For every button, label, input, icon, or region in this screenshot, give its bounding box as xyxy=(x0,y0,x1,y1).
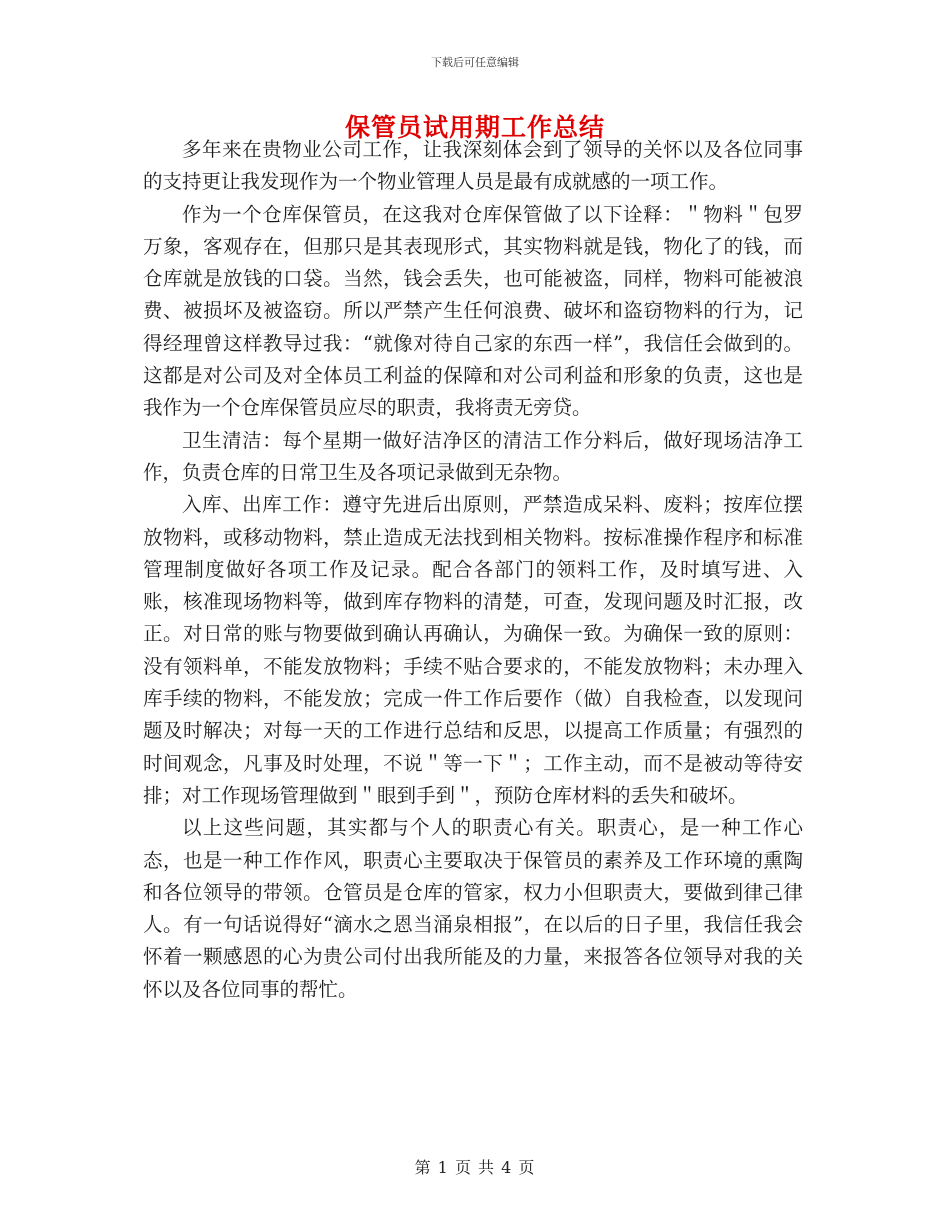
document-title: 保管员试用期工作总结 xyxy=(344,113,605,142)
paragraph-inbound-outbound: 入库、出库工作：遵守先进后出原则，严禁造成呆料、废料；按库位摆放物料，或移动物料，禁止造成无法找到相关物料。按标准操作程序和标准管理制度做好各项工作及记录。配合各部门的领料工作，及时填写进、入账，核准现场物料等，做到库存物料的清楚，可查，发现问题及时汇报，改正。对日常的账与物要做到确认再确认，为确保一致。为确保一致的原则：没有领料单，不能发放物料；手续不贴合要求的，不能发放物料；未办理入库手续的物料，不能发放；完成一件工作后要作（做）自我检查，以发现问题及时解决；对每一天的工作进行总结和反思，以提高工作质量；有强烈的时间观念，凡事及时处理，不说＂等一下＂；工作主动，而不是被动等待安排；对工作现场管理做到＂眼到手到＂，预防仓库材料的丢失和破坏。 xyxy=(143,493,803,807)
paragraph-intro: 多年来在贵物业公司工作，让我深刻体会到了领导的关怀以及各位同事的支持更让我发现作为一个物业管理人员是最有成就感的一项工作。 xyxy=(143,138,803,194)
paragraph-cleaning: 卫生清洁：每个星期一做好洁净区的清洁工作分料后，做好现场洁净工作，负责仓库的日常卫生及各项记录做到无杂物。 xyxy=(143,428,803,484)
paragraph-warehouse-role: 作为一个仓库保管员，在这我对仓库保管做了以下诠释：＂物料＂包罗万象，客观存在，但那只是其表现形式，其实物料就是钱，物化了的钱，而仓库就是放钱的口袋。当然，钱会丢失，也可能被盗，同样，物料可能被浪费、被损坏及被盗窃。所以严禁产生任何浪费、破坏和盗窃物料的行为，记得经理曾这样教导过我：“就像对待自己家的东西一样”，我信任会做到的。这都是对公司及对全体员工利益的保障和对公司利益和形象的负责，这也是我作为一个仓库保管员应尽的职责，我将责无旁贷。 xyxy=(143,202,803,420)
document-body xyxy=(143,134,803,1006)
page-header-note: 下载后可任意编辑 xyxy=(431,56,519,69)
page-number: 第 1 页 共 4 页 xyxy=(414,1158,536,1177)
paragraph-responsibility: 以上这些问题，其实都与个人的职责心有关。职责心，是一种工作心态，也是一种工作作风，职责心主要取决于保管员的素养及工作环境的熏陶和各位领导的带领。仓管员是仓库的管家，权力小但职责大，要做到律己律人。有一句话说得好“滴水之恩当涌泉相报”，在以后的日子里，我信任我会怀着一颗感恩的心为贵公司付出我所能及的力量，来报答各位领导对我的关怀以及各位同事的帮忙。 xyxy=(143,816,803,1001)
